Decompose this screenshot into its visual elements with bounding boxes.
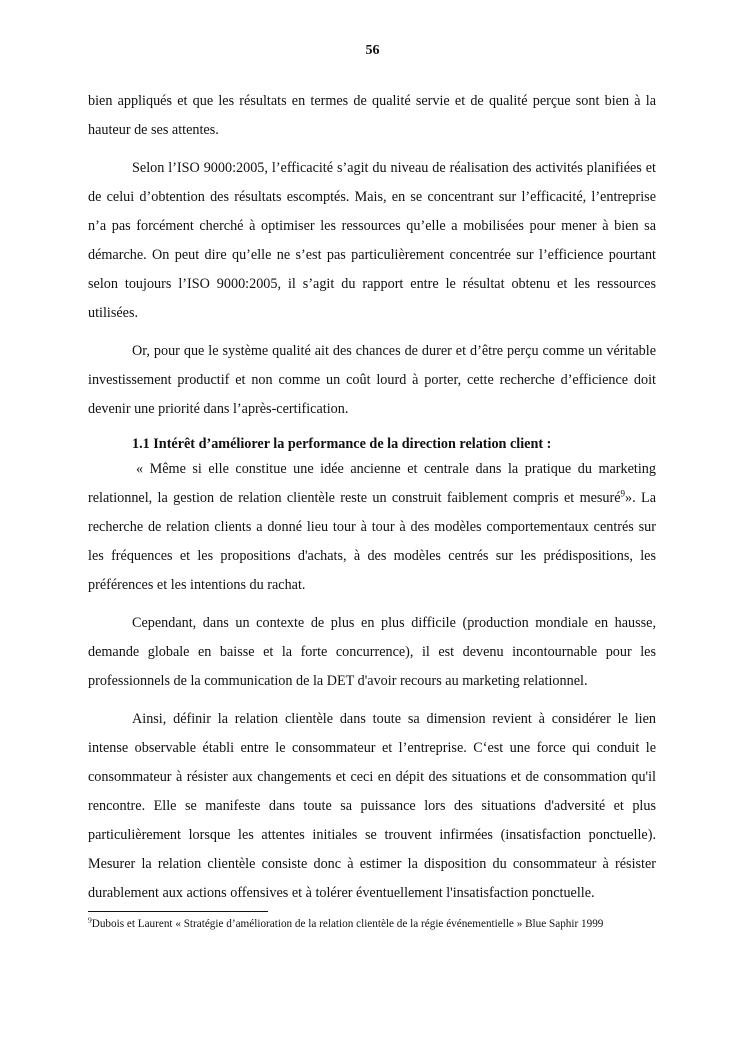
- section-heading-number: 1.1: [132, 436, 150, 452]
- paragraph-4: [88, 455, 656, 600]
- footnote-number: 9: [88, 915, 92, 925]
- paragraph-3: Or, pour que le système qualité ait des chances de durer et d’être perçu comme un véritable investissement productif et non comme un coût lourd à porter, cette recherche d’efficience doit devenir une priorité dans l’après-certification.: [88, 343, 656, 417]
- section-heading-text: Intérêt d’améliorer la performance de la direction relation client :: [153, 436, 552, 452]
- footnote-text: Dubois et Laurent « Stratégie d’amélioration de la relation clientèle de la régie événementielle » Blue Saphir 1999: [91, 918, 604, 930]
- footnote-reference[interactable]: 9: [620, 488, 626, 499]
- footnote-separator: [88, 911, 268, 912]
- paragraph-6: Ainsi, définir la relation clientèle dans toute sa dimension revient à considérer le lien intense observable établi entre le consommateur et l’entreprise. C‘est une force qui conduit le consommateur à résister aux changements et ceci en dépit des situations et de consommation qu'il rencontre. Elle se manifeste dans toute sa puissance lors des situations d'adversité et plus particulièrement lorsque les attentes initiales se trouvent infirmées (insatisfaction ponctuelle). Mesurer la relation clientèle consiste donc à estimer la disposition du consommateur à résister durablement aux actions offensives et à tolérer éventuellement l'insatisfaction ponctuelle.: [88, 711, 656, 901]
- paragraph-4-text-before-note: « Même si elle constitue une idée ancienne et centrale dans la pratique du marketing relationnel, la gestion de relation clientèle reste un construit faiblement compris et mesuré: [88, 461, 656, 506]
- paragraph-4-text-after-note: ». La recherche de relation clients a donné lieu tour à tour à des modèles comportementaux centrés sur les fréquences et les propositions d'achats, à des modèles centrés sur les prédispositions, les préférences et les intentions du rachat.: [88, 490, 656, 593]
- section-heading: [88, 433, 656, 455]
- page-number: 56: [365, 43, 380, 58]
- footnote: [88, 917, 656, 932]
- paragraph-5: Cependant, dans un contexte de plus en plus difficile (production mondiale en hausse, demande globale en baisse et la forte concurrence), il est devenu incontournable pour les professionnels de la communication de la DET d'avoir recours au marketing relationnel.: [88, 615, 656, 689]
- paragraph-2: Selon l’ISO 9000:2005, l’efficacité s’agit du niveau de réalisation des activités planifiées et de celui d’obtention des résultats escomptés. Mais, en se concentrant sur l’efficacité, l’entreprise n’a pas forcément cherché à optimiser les ressources qu’elle a mobilisées pour mener à bien sa démarche. On peut dire qu’elle ne s’est pas particulièrement concentrée sur l’efficience pourtant selon toujours l’ISO 9000:2005, il s’agit du rapport entre le résultat obtenu et les ressources utilisées.: [88, 160, 656, 321]
- paragraph-1: bien appliqués et que les résultats en termes de qualité servie et de qualité perçue sont bien à la hauteur de ses attentes.: [88, 93, 656, 138]
- body-text: [88, 87, 656, 917]
